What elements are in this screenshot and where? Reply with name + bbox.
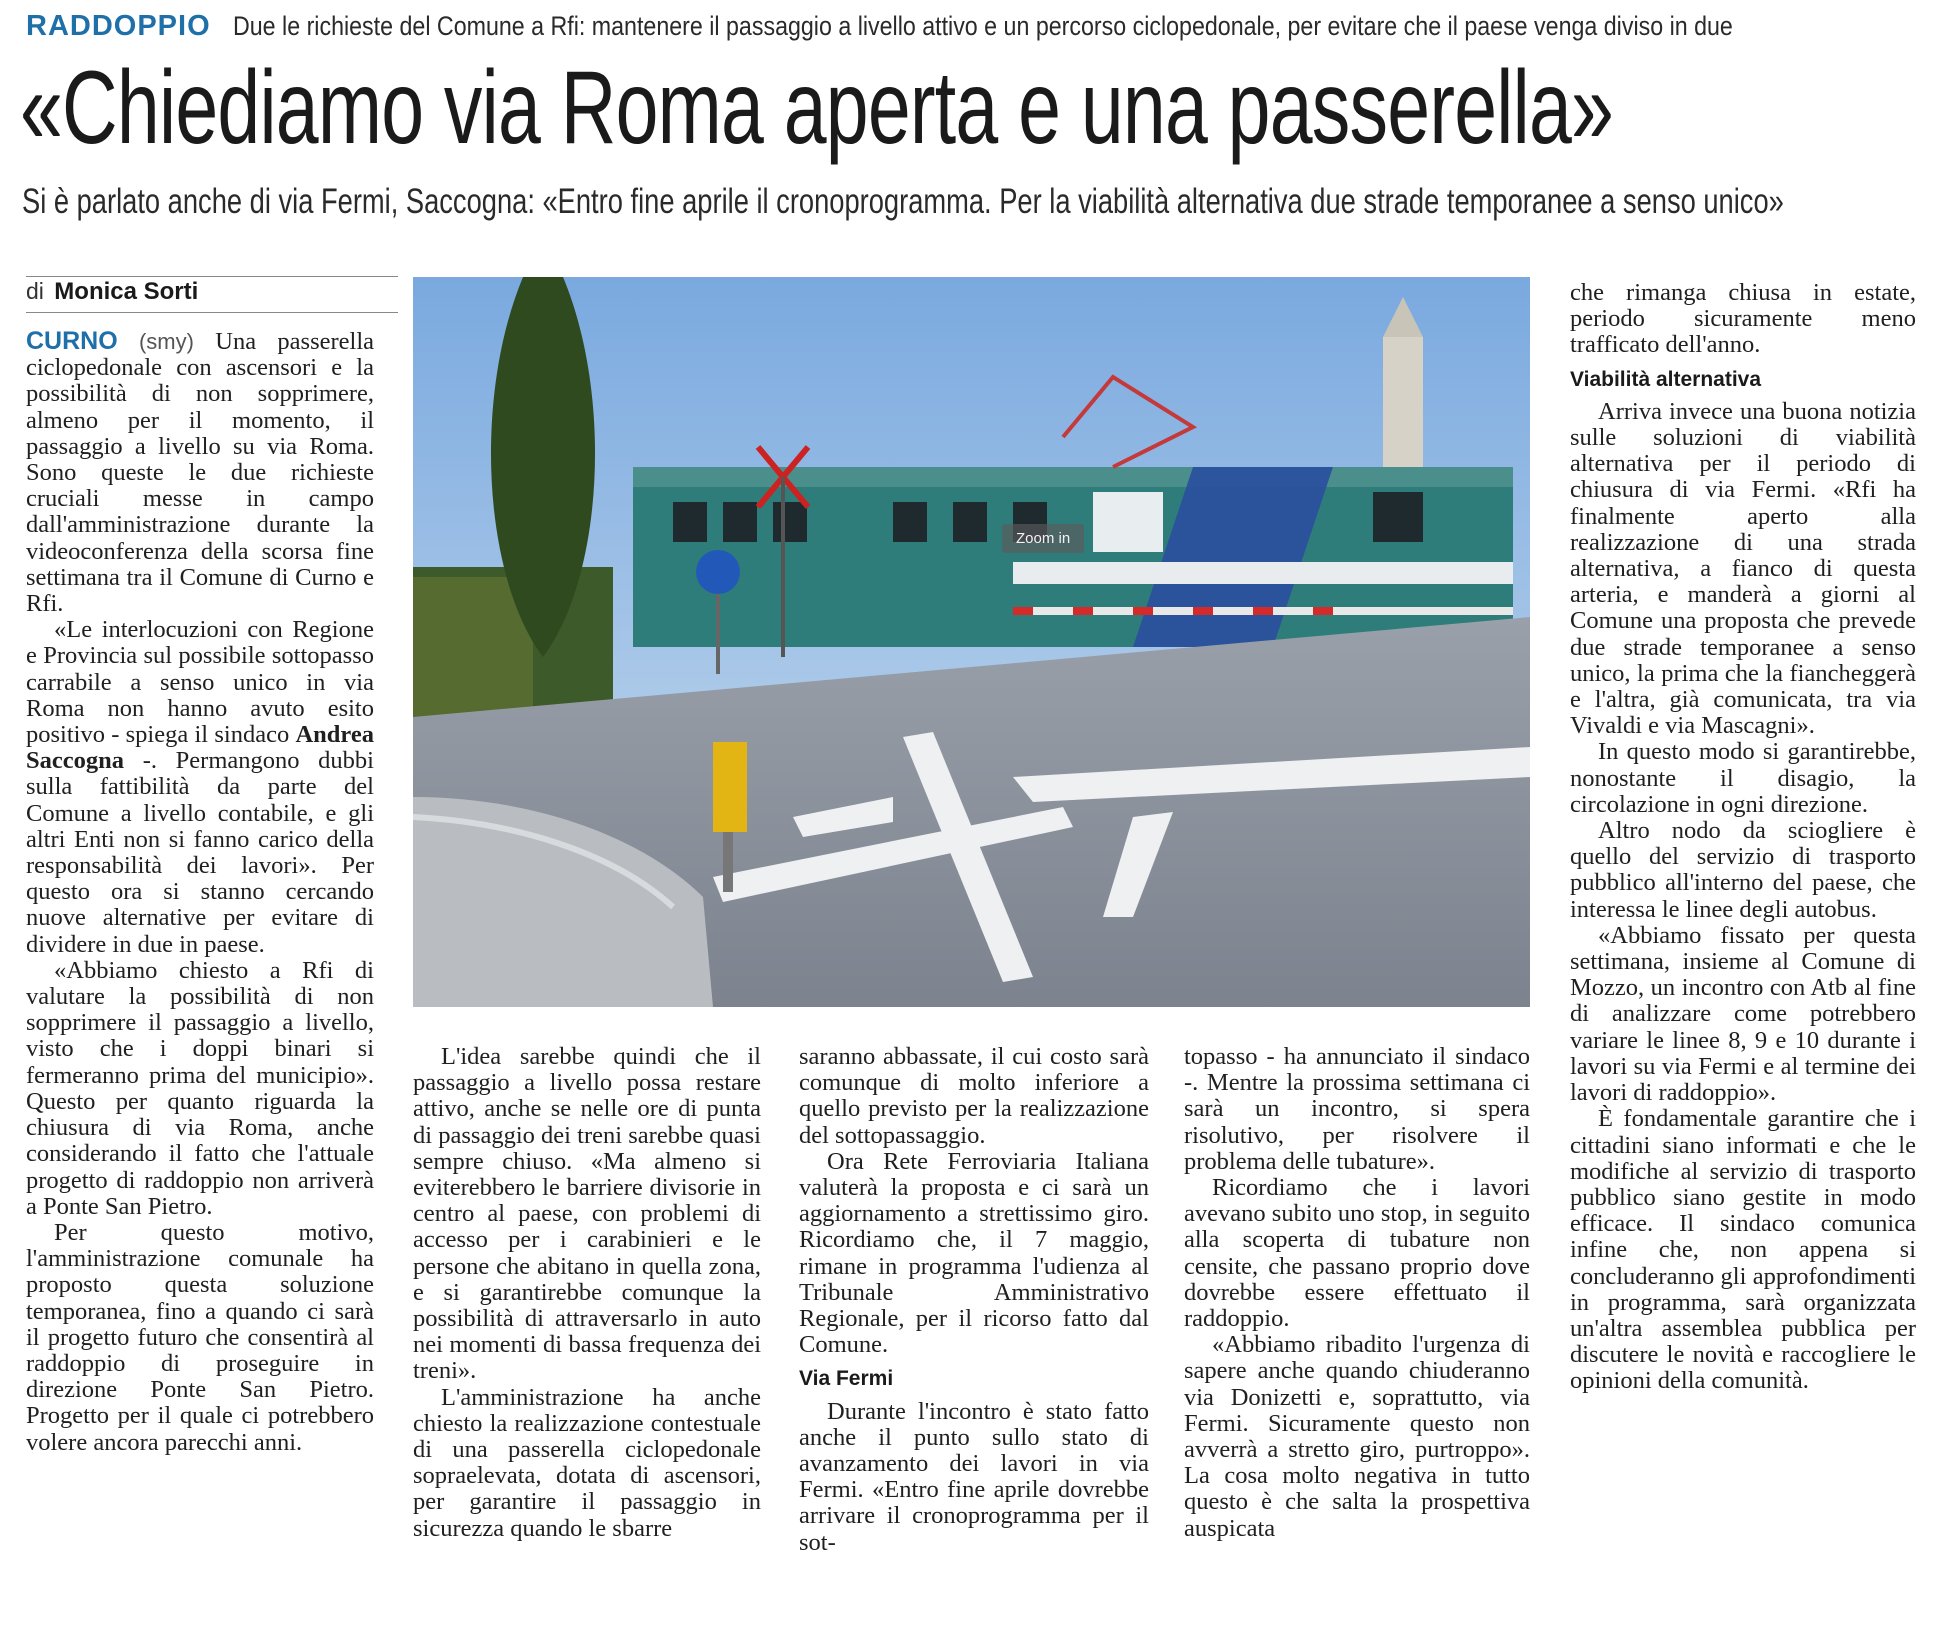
paragraph: topasso - ha annunciato il sindaco -. Mentre la prossima settimana ci sarà un incontro, si spera risolutivo, per risolvere il problema delle tubature».	[1184, 1043, 1530, 1175]
byline-rule-top	[26, 276, 398, 277]
paragraph: L'idea sarebbe quindi che il passaggio a livello possa restare attivo, anche se nelle ore di punta di passaggio dei treni sarebbe quasi sempre chiuso. «Ma almeno si eviterebbero le barriere divisorie in centro al paese, con problemi di accesso per i carabinieri e le persone che abitano in quella zona, e si garantirebbe comunque la possibilità di attraversarlo in auto nei momenti di bassa frequenza dei treni».	[413, 1043, 761, 1385]
paragraph: Ora Rete Ferroviaria Italiana valuterà la proposta e ci sarà un aggiornamento a strettissimo giro. Ricordiamo che, il 7 maggio, rimane in programma l'udienza al Tribunale Amministrativo Regionale, per il ricorso fatto dal Comune.	[799, 1147, 1149, 1359]
section-tag: RADDOPPIO	[26, 10, 211, 42]
paragraph: Durante l'incontro è stato fatto anche il punto sullo stato di avanzamento dei lavori in via Fermi. «Entro fine aprile dovrebbe arrivare il cronoprogramma per il sot-	[799, 1397, 1149, 1556]
paragraph: Altro nodo da sciogliere è quello del servizio di trasporto pubblico all'interno del paese, che interessa le linee degli autobus.	[1570, 817, 1916, 923]
paragraph: Per questo motivo, l'amministrazione comunale ha proposto questa soluzione temporanea, fino a quando ci sarà il progetto futuro che consentirà al raddoppio di proseguire in direzione Ponte San Pietro. Progetto per il quale ci potrebbero volere ancora parecchi anni.	[26, 1218, 374, 1456]
kicker-text: Due le richieste del Comune a Rfi: mantenere il passaggio a livello attivo e un percorso ciclopedonale, per evitare che il paese venga diviso in due	[232, 11, 1733, 41]
subheadline-text: Si è parlato anche di via Fermi, Saccogna: «Entro fine aprile il cronoprogramma. Per la viabilità alternativa due strade temporanee a senso unico»	[22, 182, 1784, 221]
dateline: CURNO	[26, 327, 118, 355]
railway-crossing-photo	[413, 277, 1530, 1007]
paragraph: saranno abbassate, il cui costo sarà comunque di molto inferiore a quello previsto per la realizzazione del sottopassaggio.	[799, 1043, 1149, 1149]
zoom-in-button[interactable]: Zoom in	[1002, 524, 1084, 553]
lead-text: Una passerella ciclopedonale con ascensori e la possibilità di non sopprimere, almeno per il momento, il passaggio a livello su via Roma. Sono queste le due richieste cruciali messe in campo dall'amministrazione durante la videoconferenza della scorsa fine settimana tra il Comune di Curno e Rfi.	[26, 328, 374, 618]
paragraph-text: «Le interlocuzioni con Regione e Provincia sul possibile sottopasso carrabile a senso unico in via Roma non hanno avuto esito positivo - spiega il sindaco	[26, 616, 374, 749]
subheadline	[22, 178, 1932, 226]
article-column-4	[1184, 1044, 1530, 1542]
article-column-3	[799, 1044, 1149, 1556]
paragraph: In questo modo si garantirebbe, nonostante il disagio, la circolazione in ogni direzione.	[1570, 738, 1916, 818]
paragraph: È fondamentale garantire che i cittadini siano informati e che le modifiche al servizio di trasporto pubblico siano gestite in modo efficace. Il sindaco comunica infine che, non appena si concluderanno gli approfondimenti in programma, sarà organizzata un'altra assemblea pubblica per discutere le novità e raccogliere le opinioni della comunità.	[1570, 1105, 1916, 1395]
subheading-viabilita-alternativa: Viabilità alternativa	[1570, 367, 1762, 391]
paragraph-text: -. Permangono dubbi sulla fattibilità da parte del Comune a livello contabile, e gli altri Enti non si fanno carico della responsabilità dei lavori». Per questo ora si stanno cercando nuove alternative per evitare di dividere in due in paese.	[26, 747, 374, 958]
paragraph	[26, 617, 374, 958]
byline-author: Monica Sorti	[54, 278, 199, 305]
paragraph: Ricordiamo che i lavori avevano subito uno stop, in seguito alla scoperta di tubature non censite, che passano proprio dove dovrebbe essere effettuato il raddoppio.	[1184, 1174, 1530, 1333]
headline-text: «Chiediamo via Roma aperta e una passerella»	[20, 50, 1614, 166]
paragraph: «Abbiamo fissato per questa settimana, insieme al Comune di Mozzo, un incontro con Atb al fine di analizzare come potrebbero variare le linee 8, 9 e 10 durante i lavori su via Fermi e al termine dei lavori di raddoppio».	[1570, 921, 1916, 1107]
article-column-5	[1570, 280, 1916, 1395]
byline	[26, 278, 198, 306]
article-photo[interactable]	[413, 277, 1530, 1007]
paragraph: Arriva invece una buona notizia sulle soluzioni di viabilità alternativa per il periodo di chiusura di via Fermi. «Rfi ha finalmente aperto alla realizzazione di una strada alternativa, a fianco di questa arteria, e manderà a giorni al Comune una proposta che prevede due strade temporanee a senso unico, la prima che la fiancheggerà e l'altra, già comunicata, tra via Vivaldi e via Mascagni».	[1570, 397, 1916, 740]
article-column-2	[413, 1044, 761, 1542]
mayor-name: Andrea Saccogna	[26, 721, 374, 775]
paragraph: «Abbiamo chiesto a Rfi di valutare la possibilità di non sopprimere il passaggio a livello, visto che i doppi binari si fermeranno prima del municipio». Questo per quanto riguarda la chiusura di via Roma, anche considerando il fatto che l'attuale progetto di raddoppio non arriverà a Ponte San Pietro.	[26, 956, 374, 1220]
byline-rule-bottom	[26, 312, 398, 313]
kicker	[26, 10, 1916, 50]
paragraph: «Abbiamo ribadito l'urgenza di sapere anche quando chiuderanno via Donizetti e, soprattutto, via Fermi. Sicuramente questo non avverrà a stretto giro, purtroppo». La cosa molto negativa in tutto questo è che salta la prospettiva auspicata	[1184, 1331, 1530, 1542]
dateline-initials: (smy)	[138, 329, 194, 354]
headline	[20, 48, 1930, 168]
byline-prefix: di	[26, 278, 44, 304]
paragraph: L'amministrazione ha anche chiesto la realizzazione contestuale di una passerella ciclopedonale sopraelevata, dotata di ascensori, per garantire il passaggio in sicurezza quando le sbarre	[413, 1383, 761, 1542]
article-column-1	[26, 328, 374, 1456]
paragraph: che rimanga chiusa in estate, periodo sicuramente meno trafficato dell'anno.	[1570, 279, 1916, 359]
lead-paragraph	[26, 328, 374, 617]
subheading-via-fermi: Via Fermi	[799, 1367, 894, 1391]
